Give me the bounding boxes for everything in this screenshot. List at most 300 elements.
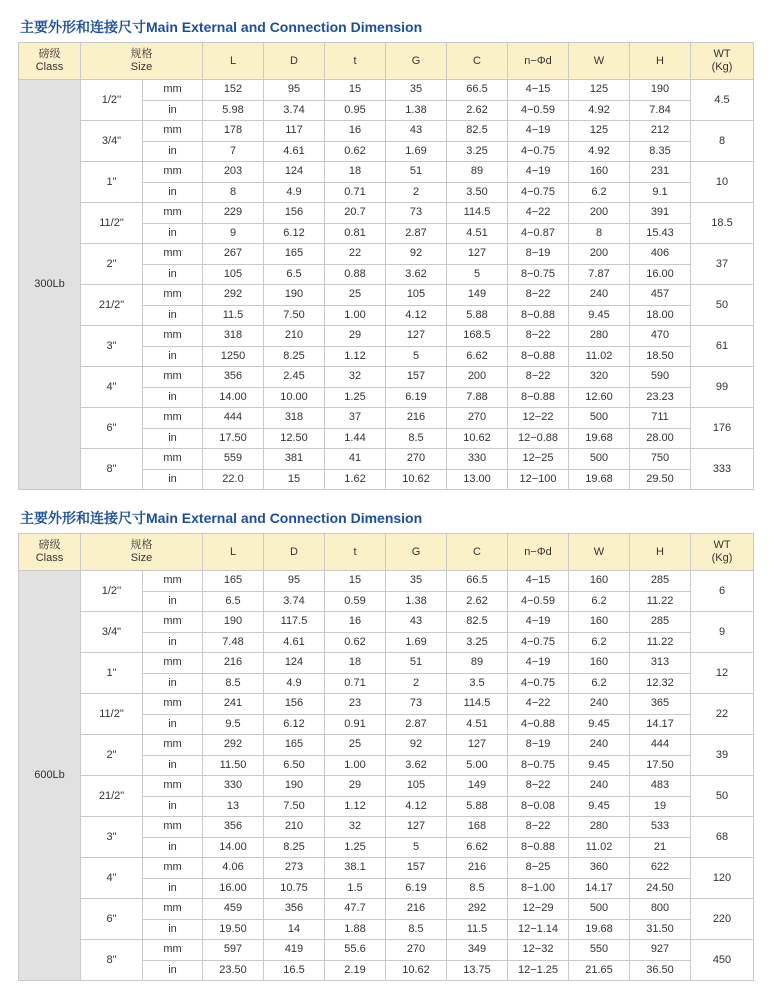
unit-cell: mm bbox=[143, 858, 203, 879]
cell-t: 47.7 bbox=[325, 899, 386, 920]
table-row bbox=[19, 694, 754, 715]
cell-t: 1.12 bbox=[325, 346, 386, 367]
cell-t: 37 bbox=[325, 408, 386, 429]
cell-n-phi-d: 4−22 bbox=[508, 694, 569, 715]
header-class-en: Class bbox=[35, 552, 64, 564]
cell-d: 10.00 bbox=[264, 387, 325, 408]
cell-d: 165 bbox=[264, 244, 325, 265]
cell-c: 82.5 bbox=[447, 121, 508, 142]
unit-cell: mm bbox=[143, 408, 203, 429]
size-cell: 3" bbox=[81, 817, 143, 858]
cell-n-phi-d: 4−0.59 bbox=[508, 100, 569, 121]
cell-g: 10.62 bbox=[386, 960, 447, 981]
cell-l: 292 bbox=[203, 285, 264, 306]
header-d: D bbox=[264, 43, 325, 80]
size-cell: 3/4" bbox=[81, 121, 143, 162]
cell-n-phi-d: 8−22 bbox=[508, 326, 569, 347]
cell-t: 18 bbox=[325, 162, 386, 183]
cell-h: 7.84 bbox=[630, 100, 691, 121]
cell-d: 8.25 bbox=[264, 837, 325, 858]
size-cell: 4" bbox=[81, 858, 143, 899]
cell-w: 6.2 bbox=[569, 632, 630, 653]
cell-n-phi-d: 8−25 bbox=[508, 858, 569, 879]
cell-h: 212 bbox=[630, 121, 691, 142]
cell-d: 210 bbox=[264, 326, 325, 347]
cell-h: 533 bbox=[630, 817, 691, 838]
header-size bbox=[81, 534, 203, 571]
unit-cell: mm bbox=[143, 367, 203, 388]
cell-h: 313 bbox=[630, 653, 691, 674]
cell-w: 11.02 bbox=[569, 837, 630, 858]
cell-w: 280 bbox=[569, 326, 630, 347]
header-l: L bbox=[203, 534, 264, 571]
cell-h: 9.1 bbox=[630, 182, 691, 203]
cell-n-phi-d: 12−29 bbox=[508, 899, 569, 920]
cell-t: 41 bbox=[325, 449, 386, 470]
unit-cell: in bbox=[143, 141, 203, 162]
cell-n-phi-d: 8−19 bbox=[508, 735, 569, 756]
cell-c: 127 bbox=[447, 244, 508, 265]
unit-cell: in bbox=[143, 305, 203, 326]
cell-l: 14.00 bbox=[203, 837, 264, 858]
cell-t: 16 bbox=[325, 612, 386, 633]
cell-l: 22.0 bbox=[203, 469, 264, 490]
cell-l: 559 bbox=[203, 449, 264, 470]
cell-d: 7.50 bbox=[264, 305, 325, 326]
cell-c: 3.25 bbox=[447, 632, 508, 653]
cell-d: 356 bbox=[264, 899, 325, 920]
cell-l: 267 bbox=[203, 244, 264, 265]
unit-cell: mm bbox=[143, 940, 203, 961]
cell-c: 270 bbox=[447, 408, 508, 429]
table-row bbox=[19, 653, 754, 674]
table-row bbox=[19, 367, 754, 388]
header-wt-unit: (Kg) bbox=[711, 552, 733, 564]
cell-n-phi-d: 8−0.08 bbox=[508, 796, 569, 817]
cell-l: 356 bbox=[203, 817, 264, 838]
wt-cell: 22 bbox=[691, 694, 754, 735]
cell-h: 19 bbox=[630, 796, 691, 817]
unit-cell: in bbox=[143, 714, 203, 735]
header-l: L bbox=[203, 43, 264, 80]
cell-n-phi-d: 8−1.00 bbox=[508, 878, 569, 899]
cell-h: 365 bbox=[630, 694, 691, 715]
cell-w: 320 bbox=[569, 367, 630, 388]
cell-g: 105 bbox=[386, 776, 447, 797]
wt-cell: 4.5 bbox=[691, 80, 754, 121]
cell-w: 6.2 bbox=[569, 673, 630, 694]
cell-t: 1.44 bbox=[325, 428, 386, 449]
header-wt-label: WT bbox=[713, 539, 731, 551]
header-class bbox=[19, 43, 81, 80]
wt-cell: 18.5 bbox=[691, 203, 754, 244]
cell-d: 7.50 bbox=[264, 796, 325, 817]
cell-w: 12.60 bbox=[569, 387, 630, 408]
header-w: W bbox=[569, 534, 630, 571]
cell-g: 270 bbox=[386, 940, 447, 961]
size-cell: 2" bbox=[81, 735, 143, 776]
cell-l: 190 bbox=[203, 612, 264, 633]
cell-g: 51 bbox=[386, 162, 447, 183]
header-wt bbox=[691, 43, 754, 80]
cell-l: 9.5 bbox=[203, 714, 264, 735]
unit-cell: mm bbox=[143, 571, 203, 592]
cell-t: 22 bbox=[325, 244, 386, 265]
unit-cell: in bbox=[143, 264, 203, 285]
header-size-en: Size bbox=[130, 552, 153, 564]
cell-h: 28.00 bbox=[630, 428, 691, 449]
wt-cell: 99 bbox=[691, 367, 754, 408]
unit-cell: mm bbox=[143, 80, 203, 101]
cell-t: 32 bbox=[325, 817, 386, 838]
table-row bbox=[19, 326, 754, 347]
unit-cell: mm bbox=[143, 121, 203, 142]
cell-n-phi-d: 4−19 bbox=[508, 612, 569, 633]
cell-t: 1.00 bbox=[325, 755, 386, 776]
unit-cell: mm bbox=[143, 653, 203, 674]
table-row bbox=[19, 408, 754, 429]
cell-w: 280 bbox=[569, 817, 630, 838]
table-body bbox=[19, 80, 754, 490]
cell-h: 14.17 bbox=[630, 714, 691, 735]
cell-g: 127 bbox=[386, 817, 447, 838]
cell-c: 89 bbox=[447, 162, 508, 183]
cell-c: 349 bbox=[447, 940, 508, 961]
cell-g: 8.5 bbox=[386, 428, 447, 449]
unit-cell: in bbox=[143, 387, 203, 408]
table-row bbox=[19, 285, 754, 306]
table-header-row bbox=[19, 43, 754, 80]
cell-t: 0.71 bbox=[325, 182, 386, 203]
cell-c: 7.88 bbox=[447, 387, 508, 408]
wt-cell: 8 bbox=[691, 121, 754, 162]
cell-t: 16 bbox=[325, 121, 386, 142]
table-row bbox=[19, 244, 754, 265]
cell-n-phi-d: 8−22 bbox=[508, 367, 569, 388]
cell-w: 240 bbox=[569, 735, 630, 756]
cell-n-phi-d: 12−22 bbox=[508, 408, 569, 429]
cell-h: 927 bbox=[630, 940, 691, 961]
cell-d: 318 bbox=[264, 408, 325, 429]
cell-h: 590 bbox=[630, 367, 691, 388]
cell-g: 92 bbox=[386, 244, 447, 265]
cell-d: 124 bbox=[264, 653, 325, 674]
cell-w: 11.02 bbox=[569, 346, 630, 367]
wt-cell: 333 bbox=[691, 449, 754, 490]
wt-cell: 9 bbox=[691, 612, 754, 653]
cell-g: 2 bbox=[386, 182, 447, 203]
cell-d: 419 bbox=[264, 940, 325, 961]
cell-h: 190 bbox=[630, 80, 691, 101]
unit-cell: mm bbox=[143, 285, 203, 306]
cell-c: 3.25 bbox=[447, 141, 508, 162]
cell-g: 92 bbox=[386, 735, 447, 756]
cell-d: 165 bbox=[264, 735, 325, 756]
cell-d: 6.12 bbox=[264, 714, 325, 735]
cell-l: 6.5 bbox=[203, 591, 264, 612]
unit-cell: in bbox=[143, 469, 203, 490]
size-cell: 1/2'' bbox=[81, 80, 143, 121]
cell-t: 0.81 bbox=[325, 223, 386, 244]
cell-w: 9.45 bbox=[569, 305, 630, 326]
cell-n-phi-d: 4−19 bbox=[508, 121, 569, 142]
cell-t: 29 bbox=[325, 776, 386, 797]
size-cell: 3/4" bbox=[81, 612, 143, 653]
cell-w: 7.87 bbox=[569, 264, 630, 285]
cell-g: 73 bbox=[386, 694, 447, 715]
cell-w: 19.68 bbox=[569, 469, 630, 490]
cell-g: 43 bbox=[386, 612, 447, 633]
cell-g: 216 bbox=[386, 408, 447, 429]
dimension-table-300lb bbox=[18, 42, 754, 490]
cell-w: 500 bbox=[569, 449, 630, 470]
wt-cell: 39 bbox=[691, 735, 754, 776]
cell-l: 203 bbox=[203, 162, 264, 183]
header-size-cn: 规格 bbox=[130, 48, 153, 60]
header-n-phi-d: n−Φd bbox=[508, 43, 569, 80]
cell-g: 43 bbox=[386, 121, 447, 142]
header-wt-label: WT bbox=[713, 48, 731, 60]
cell-d: 95 bbox=[264, 571, 325, 592]
header-class bbox=[19, 534, 81, 571]
cell-h: 406 bbox=[630, 244, 691, 265]
cell-c: 6.62 bbox=[447, 346, 508, 367]
size-cell: 3" bbox=[81, 326, 143, 367]
cell-w: 6.2 bbox=[569, 182, 630, 203]
cell-g: 105 bbox=[386, 285, 447, 306]
cell-c: 66.5 bbox=[447, 80, 508, 101]
cell-w: 4.92 bbox=[569, 100, 630, 121]
cell-l: 330 bbox=[203, 776, 264, 797]
cell-h: 470 bbox=[630, 326, 691, 347]
unit-cell: mm bbox=[143, 817, 203, 838]
cell-c: 168 bbox=[447, 817, 508, 838]
table-row bbox=[19, 940, 754, 961]
size-cell: 11/2" bbox=[81, 203, 143, 244]
cell-h: 31.50 bbox=[630, 919, 691, 940]
cell-n-phi-d: 4−0.59 bbox=[508, 591, 569, 612]
cell-t: 0.71 bbox=[325, 673, 386, 694]
cell-c: 11.5 bbox=[447, 919, 508, 940]
table-body bbox=[19, 571, 754, 981]
table-row bbox=[19, 449, 754, 470]
cell-w: 200 bbox=[569, 244, 630, 265]
cell-g: 35 bbox=[386, 571, 447, 592]
header-w: W bbox=[569, 43, 630, 80]
cell-w: 125 bbox=[569, 121, 630, 142]
cell-h: 21 bbox=[630, 837, 691, 858]
header-wt-unit: (Kg) bbox=[711, 61, 733, 73]
cell-h: 285 bbox=[630, 612, 691, 633]
cell-t: 25 bbox=[325, 285, 386, 306]
unit-cell: in bbox=[143, 346, 203, 367]
cell-n-phi-d: 4−0.87 bbox=[508, 223, 569, 244]
cell-l: 356 bbox=[203, 367, 264, 388]
cell-n-phi-d: 12−1.25 bbox=[508, 960, 569, 981]
cell-l: 597 bbox=[203, 940, 264, 961]
cell-l: 229 bbox=[203, 203, 264, 224]
cell-l: 318 bbox=[203, 326, 264, 347]
cell-g: 127 bbox=[386, 326, 447, 347]
cell-t: 18 bbox=[325, 653, 386, 674]
cell-l: 444 bbox=[203, 408, 264, 429]
size-cell: 4" bbox=[81, 367, 143, 408]
cell-c: 8.5 bbox=[447, 878, 508, 899]
cell-w: 160 bbox=[569, 653, 630, 674]
wt-cell: 68 bbox=[691, 817, 754, 858]
cell-h: 457 bbox=[630, 285, 691, 306]
header-size-en: Size bbox=[130, 61, 153, 73]
cell-t: 55.6 bbox=[325, 940, 386, 961]
cell-d: 273 bbox=[264, 858, 325, 879]
unit-cell: mm bbox=[143, 776, 203, 797]
wt-cell: 6 bbox=[691, 571, 754, 612]
cell-n-phi-d: 8−0.88 bbox=[508, 346, 569, 367]
cell-w: 160 bbox=[569, 162, 630, 183]
cell-l: 19.50 bbox=[203, 919, 264, 940]
cell-c: 168.5 bbox=[447, 326, 508, 347]
cell-h: 711 bbox=[630, 408, 691, 429]
table-row bbox=[19, 735, 754, 756]
wt-cell: 12 bbox=[691, 653, 754, 694]
header-wt bbox=[691, 534, 754, 571]
cell-c: 3.5 bbox=[447, 673, 508, 694]
cell-g: 35 bbox=[386, 80, 447, 101]
unit-cell: mm bbox=[143, 612, 203, 633]
cell-h: 29.50 bbox=[630, 469, 691, 490]
wt-cell: 176 bbox=[691, 408, 754, 449]
cell-t: 29 bbox=[325, 326, 386, 347]
cell-n-phi-d: 4−15 bbox=[508, 80, 569, 101]
cell-h: 15.43 bbox=[630, 223, 691, 244]
cell-d: 190 bbox=[264, 776, 325, 797]
cell-g: 8.5 bbox=[386, 919, 447, 940]
wt-cell: 120 bbox=[691, 858, 754, 899]
header-t: t bbox=[325, 43, 386, 80]
cell-l: 5.98 bbox=[203, 100, 264, 121]
cell-h: 16.00 bbox=[630, 264, 691, 285]
cell-h: 23.23 bbox=[630, 387, 691, 408]
size-cell: 1" bbox=[81, 653, 143, 694]
header-c: C bbox=[447, 534, 508, 571]
table-row bbox=[19, 858, 754, 879]
table-row bbox=[19, 817, 754, 838]
cell-n-phi-d: 12−25 bbox=[508, 449, 569, 470]
cell-h: 444 bbox=[630, 735, 691, 756]
cell-n-phi-d: 4−19 bbox=[508, 162, 569, 183]
cell-l: 8 bbox=[203, 182, 264, 203]
cell-n-phi-d: 8−19 bbox=[508, 244, 569, 265]
cell-c: 5.88 bbox=[447, 796, 508, 817]
cell-h: 24.50 bbox=[630, 878, 691, 899]
size-cell: 8" bbox=[81, 940, 143, 981]
cell-l: 14.00 bbox=[203, 387, 264, 408]
cell-n-phi-d: 8−22 bbox=[508, 285, 569, 306]
unit-cell: mm bbox=[143, 162, 203, 183]
cell-l: 9 bbox=[203, 223, 264, 244]
cell-c: 149 bbox=[447, 776, 508, 797]
cell-l: 7 bbox=[203, 141, 264, 162]
dimension-section-600lb bbox=[18, 507, 753, 981]
cell-g: 5 bbox=[386, 346, 447, 367]
cell-t: 0.62 bbox=[325, 141, 386, 162]
cell-t: 0.62 bbox=[325, 632, 386, 653]
cell-h: 8.35 bbox=[630, 141, 691, 162]
cell-h: 800 bbox=[630, 899, 691, 920]
cell-n-phi-d: 4−0.88 bbox=[508, 714, 569, 735]
size-cell: 2" bbox=[81, 244, 143, 285]
unit-cell: mm bbox=[143, 899, 203, 920]
cell-g: 1.38 bbox=[386, 100, 447, 121]
cell-d: 15 bbox=[264, 469, 325, 490]
cell-n-phi-d: 8−0.88 bbox=[508, 837, 569, 858]
cell-w: 19.68 bbox=[569, 428, 630, 449]
cell-t: 15 bbox=[325, 571, 386, 592]
cell-g: 2 bbox=[386, 673, 447, 694]
cell-l: 165 bbox=[203, 571, 264, 592]
cell-g: 2.87 bbox=[386, 223, 447, 244]
cell-t: 32 bbox=[325, 367, 386, 388]
cell-c: 13.75 bbox=[447, 960, 508, 981]
cell-c: 292 bbox=[447, 899, 508, 920]
cell-g: 5 bbox=[386, 837, 447, 858]
unit-cell: in bbox=[143, 100, 203, 121]
cell-c: 2.62 bbox=[447, 591, 508, 612]
unit-cell: in bbox=[143, 878, 203, 899]
cell-h: 391 bbox=[630, 203, 691, 224]
cell-w: 160 bbox=[569, 571, 630, 592]
header-class-en: Class bbox=[35, 61, 64, 73]
wt-cell: 10 bbox=[691, 162, 754, 203]
unit-cell: mm bbox=[143, 244, 203, 265]
cell-g: 4.12 bbox=[386, 796, 447, 817]
cell-d: 16.5 bbox=[264, 960, 325, 981]
cell-n-phi-d: 8−0.88 bbox=[508, 387, 569, 408]
cell-t: 1.12 bbox=[325, 796, 386, 817]
header-g: G bbox=[386, 43, 447, 80]
header-c: C bbox=[447, 43, 508, 80]
unit-cell: in bbox=[143, 632, 203, 653]
cell-l: 152 bbox=[203, 80, 264, 101]
cell-t: 1.25 bbox=[325, 387, 386, 408]
cell-w: 500 bbox=[569, 408, 630, 429]
table-row bbox=[19, 612, 754, 633]
cell-l: 105 bbox=[203, 264, 264, 285]
cell-g: 6.19 bbox=[386, 387, 447, 408]
dimension-section-300lb bbox=[18, 16, 753, 490]
cell-w: 8 bbox=[569, 223, 630, 244]
cell-t: 15 bbox=[325, 80, 386, 101]
cell-n-phi-d: 8−0.88 bbox=[508, 305, 569, 326]
cell-t: 20.7 bbox=[325, 203, 386, 224]
cell-c: 216 bbox=[447, 858, 508, 879]
table-header-row bbox=[19, 534, 754, 571]
cell-n-phi-d: 4−0.75 bbox=[508, 673, 569, 694]
cell-d: 6.5 bbox=[264, 264, 325, 285]
cell-h: 285 bbox=[630, 571, 691, 592]
cell-d: 124 bbox=[264, 162, 325, 183]
cell-t: 25 bbox=[325, 735, 386, 756]
cell-n-phi-d: 12−100 bbox=[508, 469, 569, 490]
cell-l: 1250 bbox=[203, 346, 264, 367]
size-cell: 11/2" bbox=[81, 694, 143, 735]
cell-c: 200 bbox=[447, 367, 508, 388]
size-cell: 21/2" bbox=[81, 776, 143, 817]
cell-l: 7.48 bbox=[203, 632, 264, 653]
cell-l: 8.5 bbox=[203, 673, 264, 694]
table-row bbox=[19, 121, 754, 142]
wt-cell: 450 bbox=[691, 940, 754, 981]
